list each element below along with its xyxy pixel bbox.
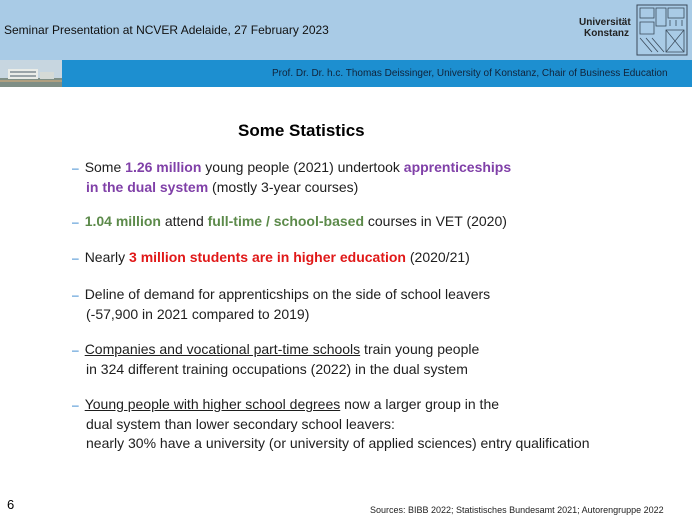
b5-underlined: Companies and vocational part-time schools	[84, 341, 361, 357]
university-logo-icon	[636, 4, 688, 56]
university-name-line2: Konstanz	[584, 28, 629, 39]
university-name-line1: Universität	[579, 17, 631, 28]
b6-line-3: nearly 30% have a university (or university of applied sciences) entry qualification	[86, 435, 590, 451]
bullet-dash-icon: –	[72, 343, 79, 357]
b4-line-2: (-57,900 in 2021 compared to 2019)	[86, 306, 310, 322]
b1-text-3: (mostly 3-year courses)	[208, 179, 359, 195]
bullet-dash-icon: –	[72, 398, 79, 412]
bullet-dash-icon: –	[72, 161, 79, 175]
bullet-dash-icon: –	[72, 288, 79, 302]
b1-text-1: Some	[84, 159, 126, 175]
b6-text-1: now a larger group in the	[340, 396, 500, 412]
b5-line-2: in 324 different training occupations (2022) in the dual system	[86, 361, 468, 377]
sources-line: Sources: BIBB 2022; Statistisches Bundesamt 2021; Autorengruppe 2022	[370, 505, 664, 515]
bullet-higher-degrees	[72, 395, 589, 453]
b5-text-1: train young people	[360, 341, 480, 357]
b3-text-1: Nearly	[84, 249, 130, 265]
seminar-title: Seminar Presentation at NCVER Adelaide, 27 February 2023	[4, 23, 329, 37]
bullet-higher-education	[72, 248, 470, 268]
slide-title: Some Statistics	[238, 121, 365, 140]
b3-highlight-1: 3 million students are in higher education	[129, 249, 406, 265]
b4-line-1: Deline of demand for apprenticships on the side of school leavers	[84, 286, 491, 302]
bullet-dash-icon: –	[72, 215, 79, 229]
b1-text-2: young people (2021) undertook	[201, 159, 404, 175]
b2-highlight-1: 1.04 million	[84, 213, 161, 229]
b1-highlight-3: in the dual system	[86, 179, 209, 195]
b3-text-2: (2020/21)	[405, 249, 470, 265]
campus-photo	[0, 60, 62, 87]
bullet-dash-icon: –	[72, 251, 79, 265]
bullet-demand	[72, 285, 490, 324]
presenter-line: Prof. Dr. Dr. h.c. Thomas Deissinger, University of Konstanz, Chair of Business Education	[272, 68, 668, 79]
header-top-bar	[0, 0, 692, 60]
b6-line-2: dual system than lower secondary school leavers:	[86, 416, 395, 432]
bullet-training-occupations	[72, 340, 479, 379]
b1-highlight-2: apprenticeships	[403, 159, 512, 175]
bullet-apprenticeships	[72, 158, 511, 197]
b6-underlined: Young people with higher school degrees	[84, 396, 341, 412]
b2-highlight-2: full-time / school-based	[207, 213, 364, 229]
bullet-full-time	[72, 212, 507, 232]
page-number: 6	[7, 497, 15, 512]
b1-highlight-1: 1.26 million	[125, 159, 202, 175]
university-name	[579, 17, 629, 39]
b2-text-1: attend	[160, 213, 208, 229]
b2-text-2: courses in VET (2020)	[364, 213, 507, 229]
